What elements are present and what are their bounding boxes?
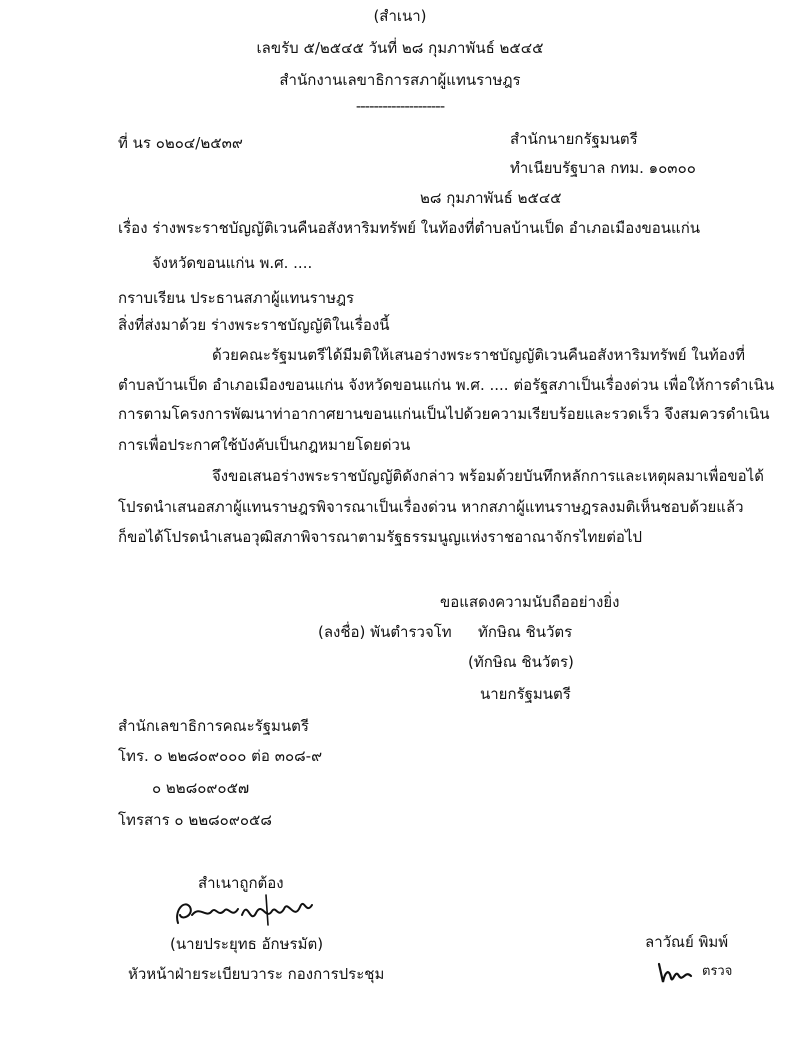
body-line: ตำบลบ้านเป็ด อำเภอเมืองขอนแก่น จังหวัดขอนแก่น พ.ศ. .... ต่อรัฐสภาเป็นเรื่องด่วน เพื่อให้การดำเนิน xyxy=(118,376,775,394)
reference-number: ที่ นร ๐๒๐๔/๒๕๓๙ xyxy=(118,134,243,152)
signer-name-parenthesized: (ทักษิณ ชินวัตร) xyxy=(468,653,574,671)
certifier-position: หัวหน้าฝ่ายระเบียบวาระ กองการประชุม xyxy=(128,965,385,983)
header-rule: -------------------- xyxy=(355,97,445,115)
salutation: กราบเรียน ประธานสภาผู้แทนราษฎร xyxy=(118,289,355,307)
checker-initials xyxy=(655,958,697,986)
checked-note: ตรวจ xyxy=(702,964,733,979)
typist-note: ลาวัณย์ พิมพ์ xyxy=(645,933,729,951)
enclosure: สิ่งที่ส่งมาด้วย ร่างพระราชบัญญัติในเรื่องนี้ xyxy=(118,316,390,334)
body-line: ก็ขอได้โปรดนำเสนอวุฒิสภาพิจารณาตามรัฐธรรมนูญแห่งราชอาณาจักรไทยต่อไป xyxy=(118,528,643,546)
body-line: โปรดนำเสนอสภาผู้แทนราษฎรพิจารณาเป็นเรื่องด่วน หากสภาผู้แทนราษฎรลงมติเห็นชอบด้วยแล้ว xyxy=(118,498,744,516)
certifier-name: (นายประยุทธ อักษรมัต) xyxy=(170,935,324,953)
letter-date: ๒๘ กุมภาพันธ์ ๒๕๔๕ xyxy=(420,189,562,207)
received-stamp: เลขรับ ๕/๒๕๔๕ วันที่ ๒๘ กุมภาพันธ์ ๒๕๔๕ xyxy=(256,39,544,57)
body-line: ด้วยคณะรัฐมนตรีได้มีมติให้เสนอร่างพระราชบัญญัติเวนคืนอสังหาริมทรัพย์ ในท้องที่ xyxy=(212,346,745,364)
subject-line-2: จังหวัดขอนแก่น พ.ศ. .... xyxy=(152,254,313,272)
signer-title: นายกรัฐมนตรี xyxy=(480,685,571,703)
receiving-office: สำนักงานเลขาธิการสภาผู้แทนราษฎร xyxy=(279,71,521,89)
handwritten-signature xyxy=(170,885,320,935)
subject-line-1: เรื่อง ร่างพระราชบัญญัติเวนคืนอสังหาริมทรัพย์ ในท้องที่ตำบลบ้านเป็ด อำเภอเมืองขอนแก่น xyxy=(118,219,701,237)
footer-office: สำนักเลขาธิการคณะรัฐมนตรี xyxy=(118,717,309,735)
footer-telephone: โทร. ๐ ๒๒๘๐๙๐๐๐ ต่อ ๓๐๘-๙ xyxy=(118,747,323,765)
certified-copy-label: สำเนาถูกต้อง xyxy=(198,874,284,892)
signed-prefix: (ลงชื่อ) พันตำรวจโท xyxy=(318,623,452,641)
sender-office: สำนักนายกรัฐมนตรี xyxy=(510,130,638,148)
body-line: การเพื่อประกาศใช้บังคับเป็นกฎหมายโดยด่วน xyxy=(118,436,411,454)
body-line: จึงขอเสนอร่างพระราชบัญญัติดังกล่าว พร้อมด้วยบันทึกหลักการและเหตุผลมาเพื่อขอได้ xyxy=(212,467,764,485)
body-line: การตามโครงการพัฒนาท่าอากาศยานขอนแก่นเป็นไปด้วยความเรียบร้อยและรวดเร็ว จึงสมควรดำเนิน xyxy=(118,405,770,423)
signer-name: ทักษิณ ชินวัตร xyxy=(478,623,573,641)
footer-fax: โทรสาร ๐ ๒๒๘๐๙๐๕๘ xyxy=(118,811,272,829)
sender-address: ทำเนียบรัฐบาล กทม. ๑๐๓๐๐ xyxy=(510,159,696,177)
footer-telephone-2: ๐ ๒๒๘๐๙๐๕๗ xyxy=(152,779,250,797)
copy-mark: (สำเนา) xyxy=(373,7,427,25)
closing: ขอแสดงความนับถืออย่างยิ่ง xyxy=(440,593,620,611)
